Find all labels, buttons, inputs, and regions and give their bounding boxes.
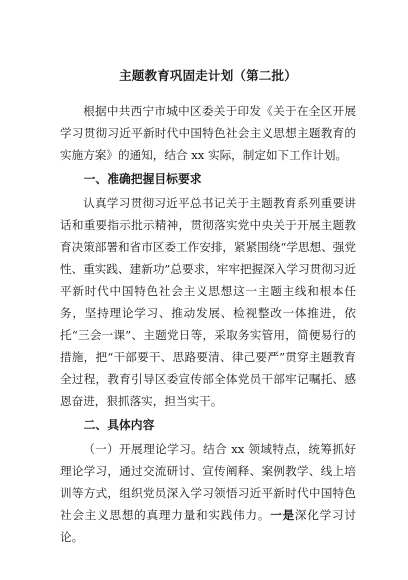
content-paragraph-tail: 深化学习讨论。 [60, 508, 356, 544]
section-heading-content: 二、具体内容 [83, 418, 155, 432]
document-title: 主题教育巩固走计划（第二批） [119, 68, 297, 83]
content-paragraph-bold: 一是 [270, 508, 295, 522]
intro-paragraph: 根据中共西宁市城中区委关于印发《关于在全区开展学习贯彻习近平新时代中国特色社会主义思想主题教育的实施方案》的通知，结合 xx 实际，制定如下工作计划。 [60, 104, 356, 162]
content-paragraph-main: （一）开展理论学习。结合 xx 领域特点，统筹抓好理论学习，通过交流研讨、宣传阐释、案例教学、线上培训等方式，组织党员深入学习领悟习近平新时代中国特色社会主义思想的真理力量和实践伟力。 [60, 442, 356, 522]
content-paragraph [60, 438, 356, 548]
goals-paragraph: 认真学习贯彻习近平总书记关于主题教育系列重要讲话和重要指示批示精神，贯彻落实党中央关于开展主题教育决策部署和省市区委工作安排，紧紧围绕“学思想、强党性、重实践、建新功”总要求，牢牢把握深入学习贯彻习近平新时代中国特色社会主义思想这一主题主线和根本任务，坚持理论学习、推动发展、检视整改一体推进，依托“三会一课”、主题党日等，采取务实管用，简便易行的措施，把“干部要干、思路要清、律己要严”贯穿主题教育全过程，教育引导区委宣传部全体党员干部牢记嘱托、感恩奋进，狠抓落实，担当实干。 [60, 196, 356, 408]
section-heading-goals: 一、准确把握目标要求 [83, 172, 202, 186]
